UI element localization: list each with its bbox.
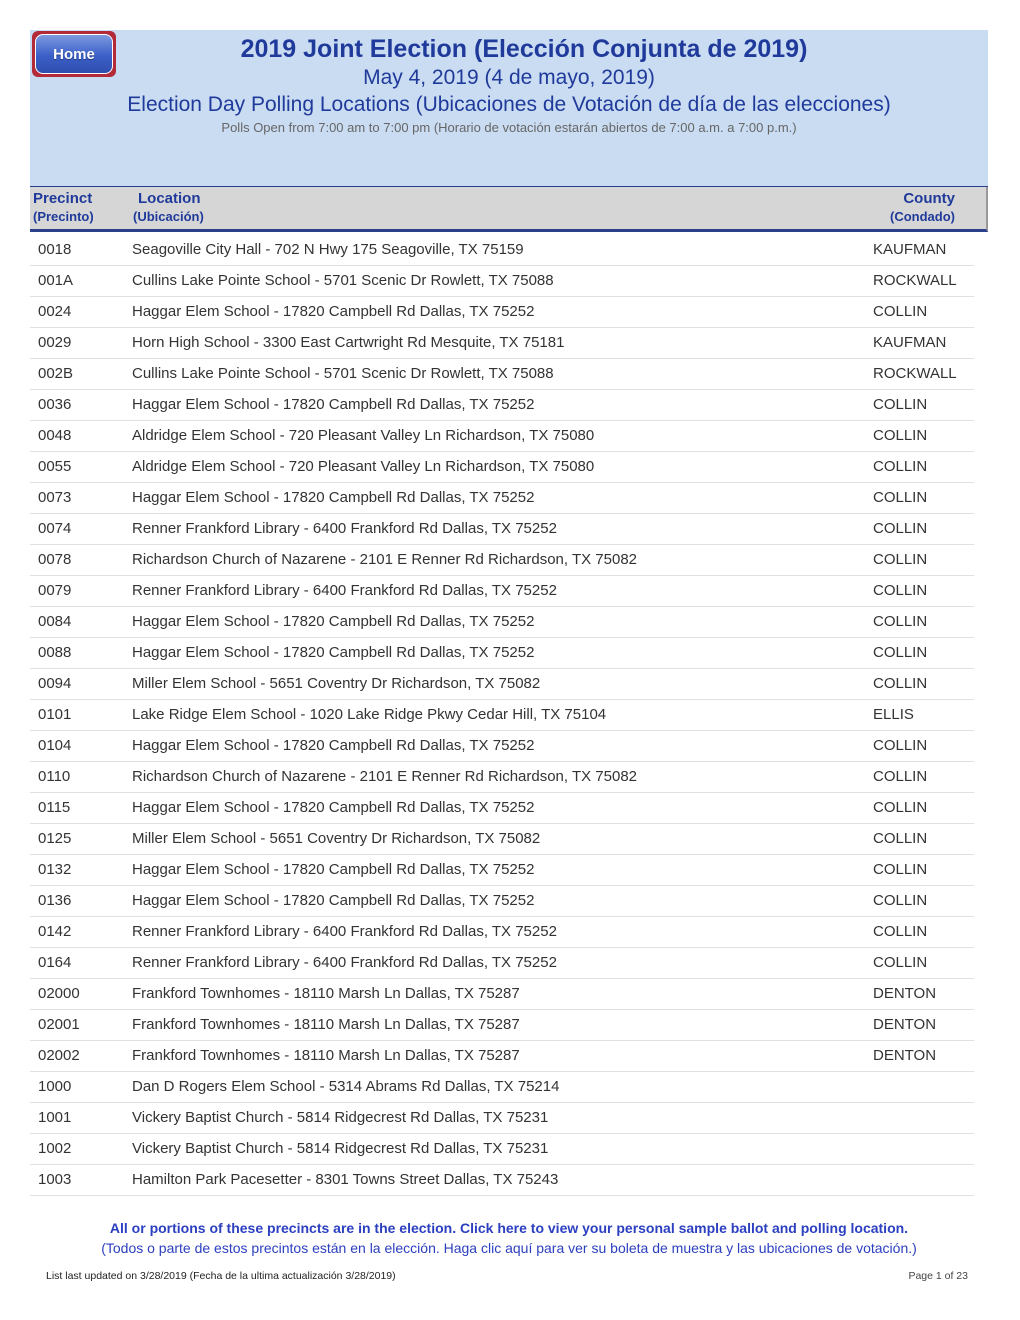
county-cell: COLLIN: [873, 830, 928, 847]
county-cell: COLLIN: [873, 551, 928, 568]
table-row: [30, 979, 974, 1010]
location-cell: Vickery Baptist Church - 5814 Ridgecrest Rd Dallas, TX 75231: [132, 1109, 549, 1126]
precinct-cell: 02001: [38, 1016, 80, 1033]
location-cell: Miller Elem School - 5651 Coventry Dr Richardson, TX 75082: [132, 675, 541, 692]
precinct-cell: 1003: [38, 1171, 72, 1188]
location-cell: Haggar Elem School - 17820 Campbell Rd Dallas, TX 75252: [132, 303, 535, 320]
table-row: [30, 1165, 974, 1196]
election-date: May 4, 2019 (4 de mayo, 2019): [363, 66, 655, 89]
table-row: [30, 483, 974, 514]
table-row: [30, 948, 974, 979]
precinct-cell: 0125: [38, 830, 72, 847]
column-header-county: [890, 190, 955, 226]
column-header-location-label: Location: [138, 190, 201, 207]
precinct-cell: 02000: [38, 985, 80, 1002]
location-cell: Lake Ridge Elem School - 1020 Lake Ridge Pkwy Cedar Hill, TX 75104: [132, 706, 607, 723]
precinct-cell: 0136: [38, 892, 72, 909]
table-row: [30, 421, 974, 452]
table-row: [30, 452, 974, 483]
location-cell: Seagoville City Hall - 702 N Hwy 175 Seagoville, TX 75159: [132, 241, 524, 258]
column-header-county-label-es: (Condado): [890, 209, 955, 224]
location-cell: Cullins Lake Pointe School - 5701 Scenic Dr Rowlett, TX 75088: [132, 272, 554, 289]
table-row: [30, 762, 974, 793]
county-cell: COLLIN: [873, 768, 928, 785]
location-cell: Haggar Elem School - 17820 Campbell Rd Dallas, TX 75252: [132, 644, 535, 661]
table-row: [30, 1072, 974, 1103]
county-cell: COLLIN: [873, 892, 928, 909]
page-subtitle: Election Day Polling Locations (Ubicaciones de Votación de día de las elecciones): [127, 93, 891, 116]
county-cell: KAUFMAN: [873, 334, 947, 351]
precinct-cell: 002B: [38, 365, 74, 382]
location-cell: Vickery Baptist Church - 5814 Ridgecrest Rd Dallas, TX 75231: [132, 1140, 549, 1157]
county-cell: COLLIN: [873, 675, 928, 692]
polling-locations-table: [30, 235, 974, 1196]
location-cell: Renner Frankford Library - 6400 Frankford Rd Dallas, TX 75252: [132, 520, 557, 537]
precinct-cell: 1001: [38, 1109, 72, 1126]
precinct-cell: 0074: [38, 520, 72, 537]
county-cell: COLLIN: [873, 644, 928, 661]
location-cell: Frankford Townhomes - 18110 Marsh Ln Dallas, TX 75287: [132, 985, 520, 1002]
column-header-precinct: [33, 190, 94, 226]
county-cell: COLLIN: [873, 396, 928, 413]
table-row: [30, 297, 974, 328]
location-cell: Haggar Elem School - 17820 Campbell Rd Dallas, TX 75252: [132, 396, 535, 413]
location-cell: Haggar Elem School - 17820 Campbell Rd Dallas, TX 75252: [132, 799, 535, 816]
precinct-cell: 0018: [38, 241, 72, 258]
table-row: [30, 886, 974, 917]
home-button-label[interactable]: Home: [35, 34, 113, 74]
county-cell: COLLIN: [873, 799, 928, 816]
county-cell: COLLIN: [873, 613, 928, 630]
precinct-cell: 0079: [38, 582, 72, 599]
location-cell: Haggar Elem School - 17820 Campbell Rd Dallas, TX 75252: [132, 613, 535, 630]
location-cell: Richardson Church of Nazarene - 2101 E Renner Rd Richardson, TX 75082: [132, 551, 638, 568]
county-cell: COLLIN: [873, 303, 928, 320]
precinct-cell: 0055: [38, 458, 72, 475]
table-row: [30, 1041, 974, 1072]
county-cell: COLLIN: [873, 489, 928, 506]
sample-ballot-link[interactable]: All or portions of these precincts are in the election. Click here to view your personal sample ballot and polling location.: [109, 1220, 909, 1236]
table-row: [30, 576, 974, 607]
location-cell: Aldridge Elem School - 720 Pleasant Valley Ln Richardson, TX 75080: [132, 427, 595, 444]
column-header-county-label: County: [903, 190, 955, 207]
precinct-cell: 0029: [38, 334, 72, 351]
location-cell: Haggar Elem School - 17820 Campbell Rd Dallas, TX 75252: [132, 861, 535, 878]
location-cell: Haggar Elem School - 17820 Campbell Rd Dallas, TX 75252: [132, 737, 535, 754]
table-row: [30, 824, 974, 855]
county-cell: COLLIN: [873, 520, 928, 537]
county-cell: COLLIN: [873, 861, 928, 878]
table-row: [30, 855, 974, 886]
location-cell: Renner Frankford Library - 6400 Frankford Rd Dallas, TX 75252: [132, 582, 557, 599]
precinct-cell: 0110: [38, 768, 71, 785]
precinct-cell: 0104: [38, 737, 72, 754]
precinct-cell: 1002: [38, 1140, 72, 1157]
column-header-precinct-label-es: (Precinto): [33, 209, 94, 224]
table-row: [30, 266, 974, 297]
precinct-cell: 0036: [38, 396, 72, 413]
county-cell: COLLIN: [873, 923, 928, 940]
location-cell: Aldridge Elem School - 720 Pleasant Valley Ln Richardson, TX 75080: [132, 458, 595, 475]
precinct-cell: 1000: [38, 1078, 72, 1095]
county-cell: COLLIN: [873, 582, 928, 599]
column-header-precinct-label: Precinct: [33, 190, 93, 207]
county-cell: ELLIS: [873, 706, 914, 723]
county-cell: ROCKWALL: [873, 272, 957, 289]
table-row: [30, 638, 974, 669]
precinct-cell: 0115: [38, 799, 71, 816]
county-cell: DENTON: [873, 1016, 937, 1033]
table-row: [30, 1010, 974, 1041]
county-cell: DENTON: [873, 1047, 937, 1064]
location-cell: Renner Frankford Library - 6400 Frankford Rd Dallas, TX 75252: [132, 954, 557, 971]
last-updated: List last updated on 3/28/2019 (Fecha de la ultima actualización 3/28/2019): [46, 1270, 396, 1282]
county-cell: ROCKWALL: [873, 365, 957, 382]
county-cell: COLLIN: [873, 954, 928, 971]
location-cell: Frankford Townhomes - 18110 Marsh Ln Dallas, TX 75287: [132, 1047, 520, 1064]
table-row: [30, 1103, 974, 1134]
precinct-cell: 0132: [38, 861, 72, 878]
precinct-cell: 001A: [38, 272, 74, 289]
table-header: [30, 187, 988, 232]
table-row: [30, 514, 974, 545]
table-row: [30, 607, 974, 638]
precinct-cell: 0142: [38, 923, 72, 940]
precinct-cell: 0088: [38, 644, 72, 661]
column-header-location-label-es: (Ubicación): [133, 209, 204, 224]
county-cell: DENTON: [873, 985, 937, 1002]
table-row: [30, 328, 974, 359]
table-row: [30, 545, 974, 576]
precinct-cell: 0048: [38, 427, 72, 444]
county-cell: COLLIN: [873, 458, 928, 475]
table-row: [30, 390, 974, 421]
precinct-cell: 0084: [38, 613, 72, 630]
page-number: Page 1 of 23: [908, 1270, 968, 1282]
table-row: [30, 669, 974, 700]
county-cell: COLLIN: [873, 427, 928, 444]
table-row: [30, 359, 974, 390]
polling-hours: Polls Open from 7:00 am to 7:00 pm (Horario de votación estarán abiertos de 7:00 a.m. a 7:00 p.m.): [221, 120, 797, 135]
county-cell: KAUFMAN: [873, 241, 947, 258]
precinct-cell: 02002: [38, 1047, 80, 1064]
precinct-cell: 0078: [38, 551, 72, 568]
column-header-location: [133, 190, 204, 226]
location-cell: Renner Frankford Library - 6400 Frankford Rd Dallas, TX 75252: [132, 923, 557, 940]
title-block: [30, 33, 988, 137]
table-row: [30, 1134, 974, 1165]
location-cell: Miller Elem School - 5651 Coventry Dr Richardson, TX 75082: [132, 830, 541, 847]
location-cell: Dan D Rogers Elem School - 5314 Abrams Rd Dallas, TX 75214: [132, 1078, 560, 1095]
location-cell: Richardson Church of Nazarene - 2101 E Renner Rd Richardson, TX 75082: [132, 768, 638, 785]
county-cell: COLLIN: [873, 737, 928, 754]
table-row: [30, 917, 974, 948]
table-row: [30, 793, 974, 824]
table-row: [30, 700, 974, 731]
table-row: [30, 731, 974, 762]
location-cell: Cullins Lake Pointe School - 5701 Scenic Dr Rowlett, TX 75088: [132, 365, 554, 382]
location-cell: Haggar Elem School - 17820 Campbell Rd Dallas, TX 75252: [132, 489, 535, 506]
page-title: 2019 Joint Election (Elección Conjunta de 2019): [240, 35, 808, 63]
location-cell: Frankford Townhomes - 18110 Marsh Ln Dallas, TX 75287: [132, 1016, 520, 1033]
location-cell: Hamilton Park Pacesetter - 8301 Towns Street Dallas, TX 75243: [132, 1171, 559, 1188]
table-row: [30, 235, 974, 266]
location-cell: Haggar Elem School - 17820 Campbell Rd Dallas, TX 75252: [132, 892, 535, 909]
precinct-cell: 0073: [38, 489, 72, 506]
precinct-cell: 0101: [38, 706, 72, 723]
precinct-cell: 0094: [38, 675, 72, 692]
sample-ballot-link-es[interactable]: (Todos o parte de estos precintos están en la elección. Haga clic aquí para ver su boleta de muestra y las ubicaciones de votación.): [101, 1240, 917, 1256]
precinct-cell: 0164: [38, 954, 72, 971]
precinct-cell: 0024: [38, 303, 72, 320]
location-cell: Horn High School - 3300 East Cartwright Rd Mesquite, TX 75181: [132, 334, 565, 351]
